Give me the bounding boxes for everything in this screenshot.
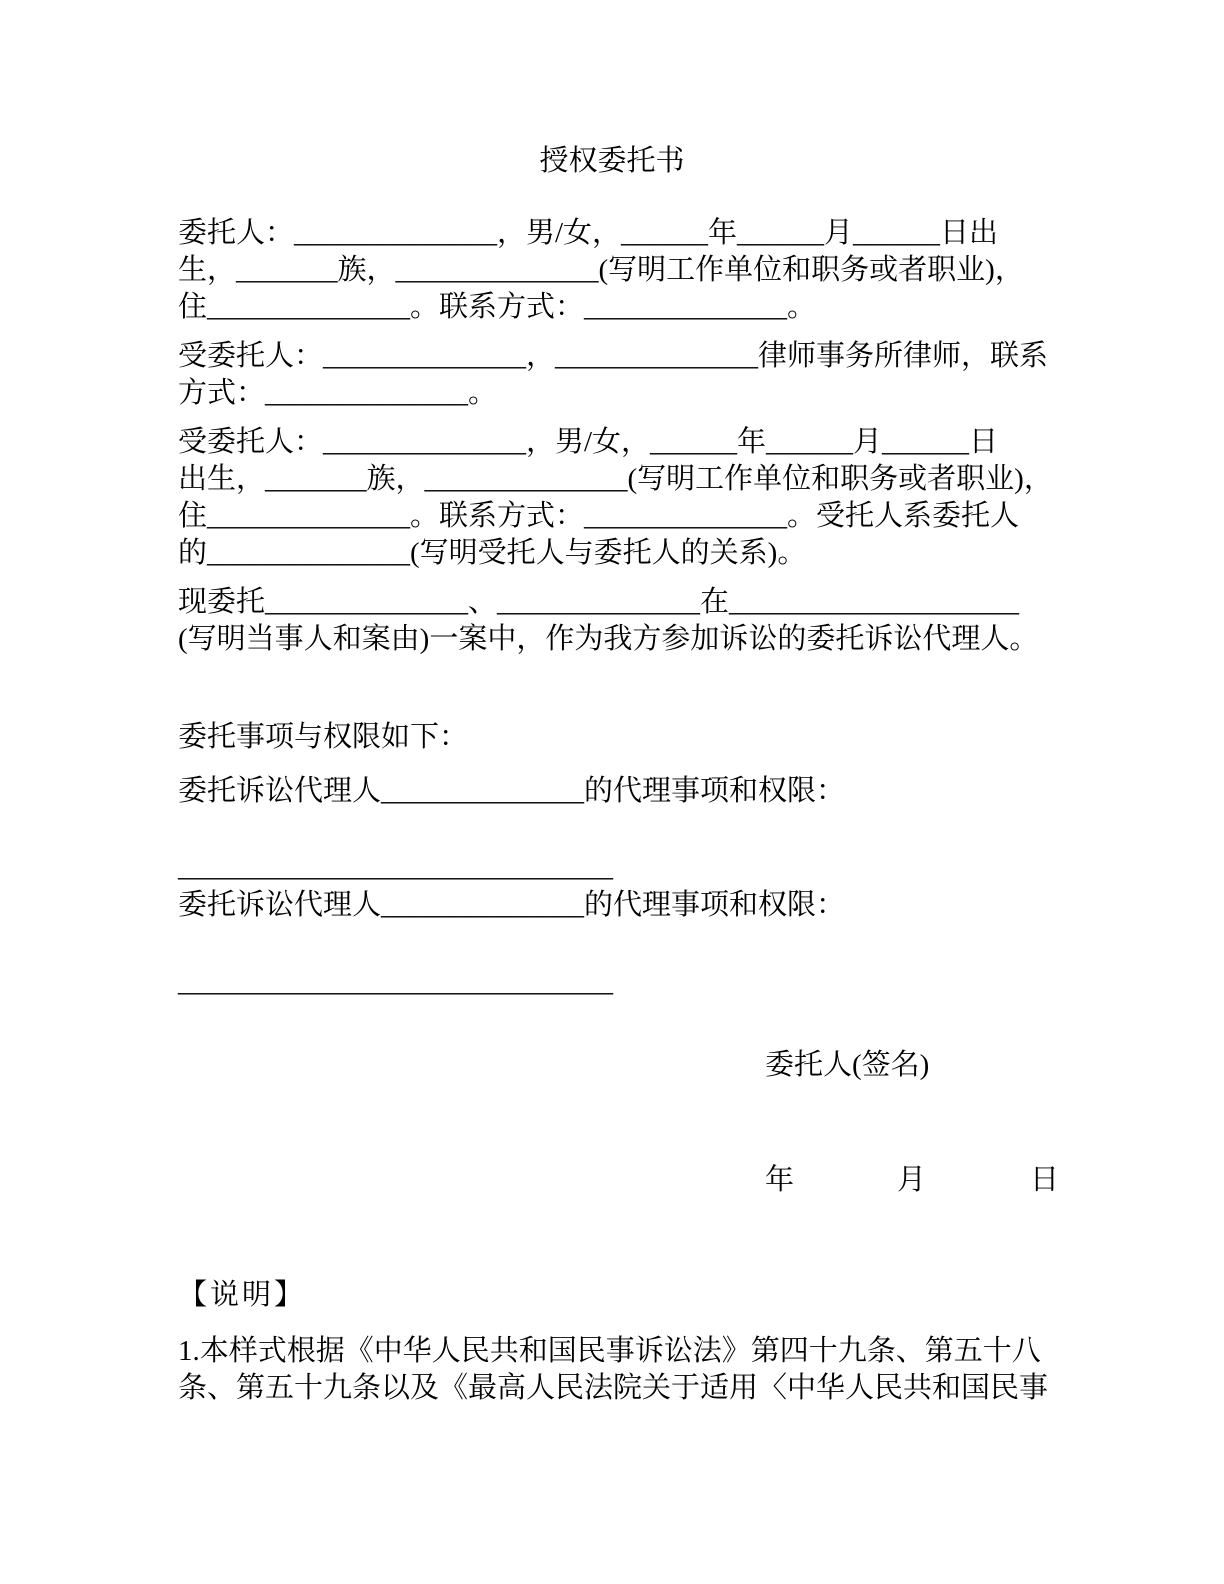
entrustment-paragraph (178, 584, 1046, 658)
authority-section-heading: 委托事项与权限如下： (178, 721, 469, 753)
entrustment-line-2: (写明当事人和案由)一案中，作为我方参加诉讼的委托诉讼代理人。 (178, 623, 1039, 655)
date-line (178, 1162, 1060, 1199)
date-year-label: 年 (765, 1164, 795, 1196)
agent-individual-line-3: 住______________。联系方式：______________。受托人系委托人 (178, 500, 1020, 532)
principal-line-3: 住______________。联系方式：______________。 (178, 291, 817, 323)
agent-individual-paragraph (178, 424, 1053, 572)
entrustment-line-1: 现委托______________、______________在____________________ (178, 586, 1020, 618)
notes-heading: 【说明】 (178, 1279, 307, 1311)
agent-individual-line-4: 的______________(写明受托人与委托人的关系)。 (178, 537, 807, 569)
agent-individual-line-1: 受委托人：______________，男/女，______年______月______日 (178, 426, 999, 458)
authority-agent1-line: 委托诉讼代理人______________的代理事项和权限： (178, 775, 846, 807)
principal-line-2: 生，_______族，______________(写明工作单位和职务或者职业)， (178, 254, 1024, 286)
document-title: 授权委托书 (539, 145, 685, 177)
agent-individual-line-2: 出生，_______族，______________(写明工作单位和职务或者职业)， (178, 463, 1053, 495)
signature-line (178, 1047, 1046, 1084)
signature-label: 委托人(签名) (765, 1049, 930, 1081)
authority-agent2-fill-line: ______________________________ (178, 966, 613, 998)
authority-agent2-line: 委托诉讼代理人______________的代理事项和权限： (178, 889, 846, 921)
notes-item1-line-1: 1.本样式根据《中华人民共和国民事诉讼法》第四十九条、第五十八 (178, 1335, 1041, 1367)
principal-line-1: 委托人：______________，男/女，______年______月______日出 (178, 217, 999, 249)
agent-lawyer-paragraph (178, 338, 1049, 412)
notes-item1-line-2: 条、第五十九条以及《最高人民法院关于适用〈中华人民共和国民事 (178, 1372, 1049, 1404)
authority-agent1-fill-line: ______________________________ (178, 851, 613, 883)
document-body (0, 180, 1224, 1407)
principal-paragraph (178, 215, 1046, 326)
date-day-label: 日 (1030, 1164, 1060, 1196)
agent-lawyer-line-1: 受委托人：______________，______________律师事务所律师，联系 (178, 340, 1049, 372)
notes-item1 (178, 1333, 1049, 1407)
date-month-label: 月 (897, 1164, 927, 1196)
agent-lawyer-line-2: 方式：______________。 (178, 377, 498, 409)
